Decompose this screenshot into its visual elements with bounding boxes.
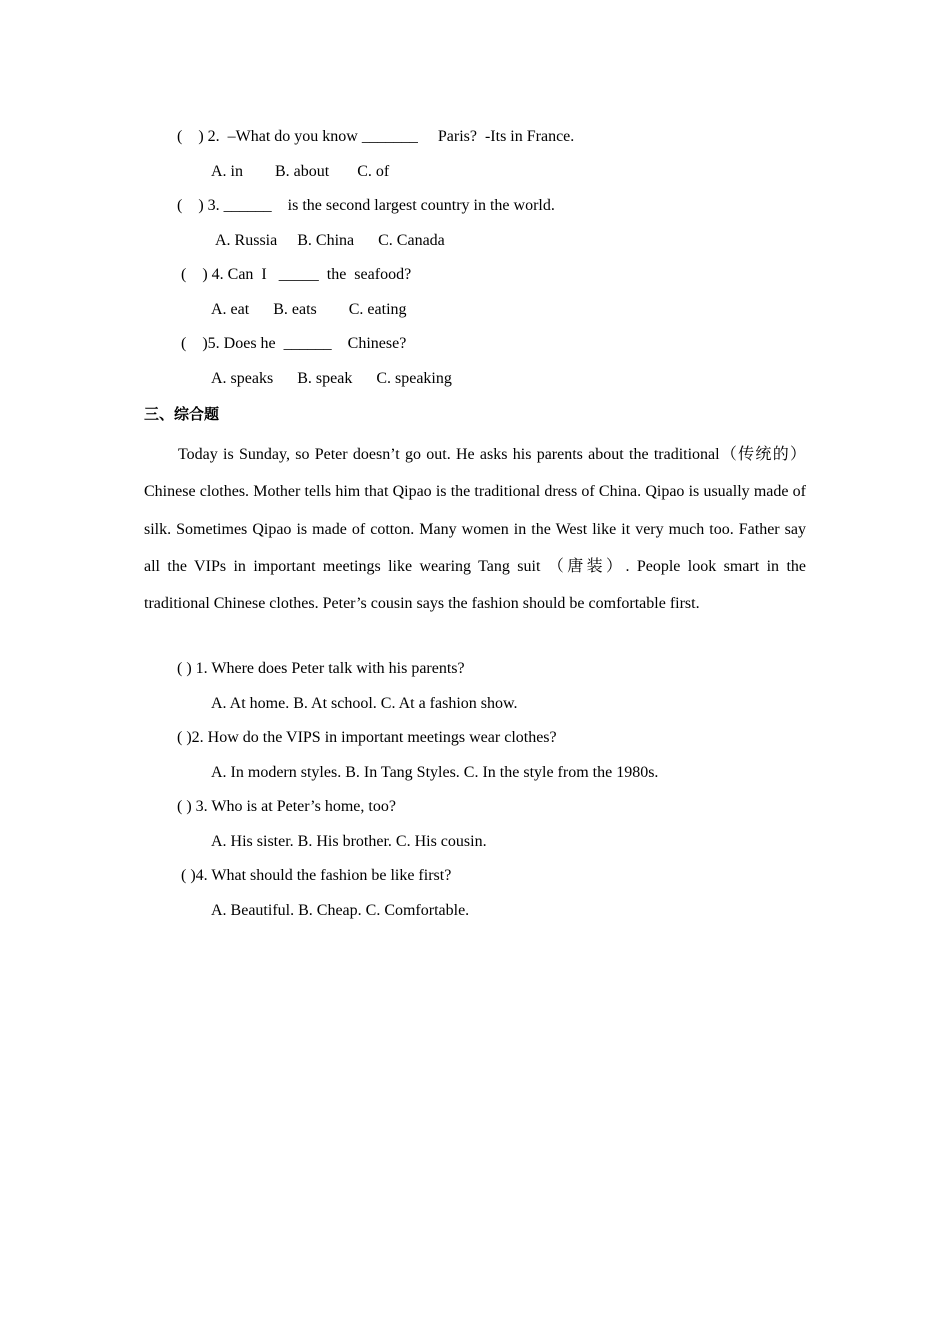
question-3-options: A. Russia B. China C. Canada	[215, 232, 445, 249]
reading-question-2-stem: ( )2. How do the VIPS in important meetings wear clothes?	[177, 729, 557, 746]
reading-question-2-options: A. In modern styles. B. In Tang Styles. C. In the style from the 1980s.	[211, 764, 659, 781]
reading-question-1-options: A. At home. B. At school. C. At a fashion show.	[211, 695, 518, 712]
reading-passage: Today is Sunday, so Peter doesn’t go out. He asks his parents about the traditional（传统的） Chinese clothes. Mother tells him that Qipao is the traditional dress of China. Qipao is usually made of silk. Sometimes Qipao is made of cotton. Many women in the West like it very much too. Father say all the VIPs in important meetings like wearing Tang suit （唐装）. People look smart in the traditional Chinese clothes. Peter’s cousin says the fashion should be comfortable first.	[144, 446, 806, 613]
question-2-stem: ( ) 2. –What do you know _______ Paris? -Its in France.	[177, 128, 575, 145]
question-4-options: A. eat B. eats C. eating	[211, 301, 407, 318]
question-5-options: A. speaks B. speak C. speaking	[211, 370, 452, 387]
reading-question-1-stem: ( ) 1. Where does Peter talk with his parents?	[177, 660, 465, 677]
reading-question-3-stem: ( ) 3. Who is at Peter’s home, too?	[177, 798, 396, 815]
question-3-stem: ( ) 3. ______ is the second largest country in the world.	[177, 197, 555, 214]
reading-question-4-stem: ( )4. What should the fashion be like first?	[177, 867, 452, 884]
question-4-stem: ( ) 4. Can I _____ the seafood?	[181, 266, 412, 283]
reading-question-3-options: A. His sister. B. His brother. C. His cousin.	[211, 833, 487, 850]
reading-question-4-options: A. Beautiful. B. Cheap. C. Comfortable.	[211, 902, 470, 919]
question-5-stem: ( )5. Does he ______ Chinese?	[181, 335, 407, 352]
section-3-heading: 三、综合题	[144, 405, 220, 423]
question-2-options: A. in B. about C. of	[211, 163, 390, 180]
